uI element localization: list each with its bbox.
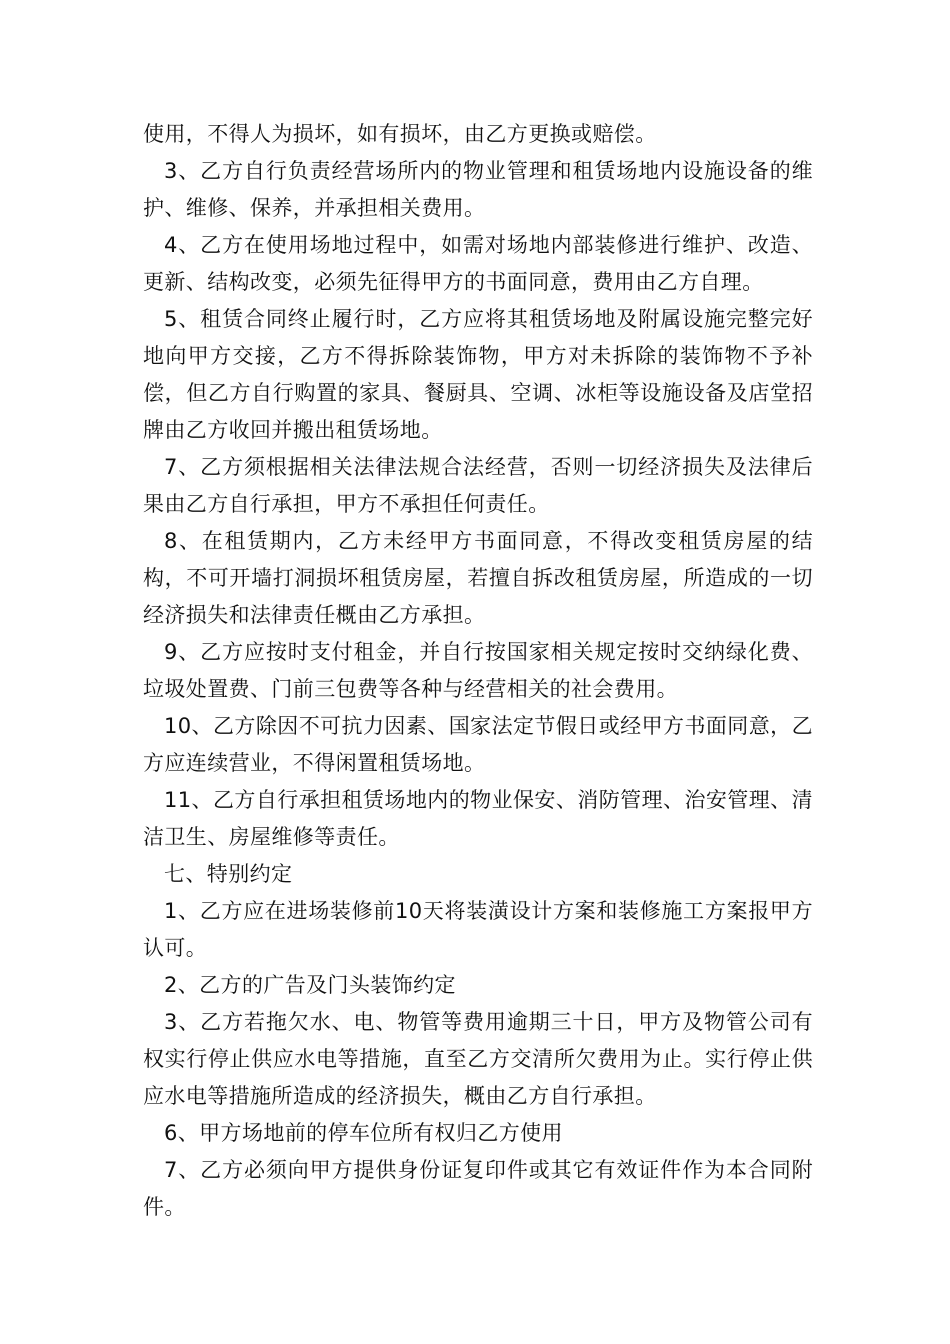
paragraph-special-3: 3、乙方若拖欠水、电、物管等费用逾期三十日，甲方及物管公司有权实行停止供应水电等措施，直至乙方交清所欠费用为止。实行停止供应水电等措施所造成的经济损失，概由乙方自行承担。 (143, 1010, 813, 1108)
paragraph-clause-5: 5、租赁合同终止履行时，乙方应将其租赁场地及附属设施完整完好地向甲方交接，乙方不得拆除装饰物，甲方对未拆除的装饰物不予补偿，但乙方自行购置的家具、餐厨具、空调、冰柜等设施设备及店堂招牌由乙方收回并搬出租赁场地。 (143, 307, 813, 442)
paragraph-clause-8: 8、在租赁期内，乙方未经甲方书面同意，不得改变租赁房屋的结构，不可开墙打洞损坏租赁房屋，若擅自拆改租赁房屋，所造成的一切经济损失和法律责任概由乙方承担。 (143, 529, 813, 627)
section-heading-special-terms: 七、特别约定 (164, 862, 293, 886)
paragraph-clause-11: 11、乙方自行承担租赁场地内的物业保安、消防管理、治安管理、清洁卫生、房屋维修等责任。 (143, 788, 813, 849)
paragraph-clause-10: 10、乙方除因不可抗力因素、国家法定节假日或经甲方书面同意，乙方应连续营业，不得闲置租赁场地。 (143, 714, 813, 775)
paragraph-continuation: 使用，不得人为损坏，如有损坏，由乙方更换或赔偿。 (143, 122, 657, 146)
paragraph-special-2: 2、乙方的广告及门头装饰约定 (164, 973, 456, 997)
paragraph-special-1: 1、乙方应在进场装修前10天将装潢设计方案和装修施工方案报甲方认可。 (143, 899, 813, 960)
paragraph-clause-9: 9、乙方应按时支付租金，并自行按国家相关规定按时交纳绿化费、垃圾处置费、门前三包费等各种与经营相关的社会费用。 (143, 640, 813, 701)
paragraph-special-6: 6、甲方场地前的停车位所有权归乙方使用 (164, 1121, 563, 1145)
paragraph-special-7: 7、乙方必须向甲方提供身份证复印件或其它有效证件作为本合同附件。 (143, 1158, 813, 1219)
document-body (143, 116, 813, 1226)
paragraph-clause-4: 4、乙方在使用场地过程中，如需对场地内部装修进行维护、改造、更新、结构改变，必须先征得甲方的书面同意，费用由乙方自理。 (143, 233, 813, 294)
paragraph-clause-7: 7、乙方须根据相关法律法规合法经营，否则一切经济损失及法律后果由乙方自行承担，甲方不承担任何责任。 (143, 455, 813, 516)
paragraph-clause-3: 3、乙方自行负责经营场所内的物业管理和租赁场地内设施设备的维护、维修、保养，并承担相关费用。 (143, 159, 813, 220)
